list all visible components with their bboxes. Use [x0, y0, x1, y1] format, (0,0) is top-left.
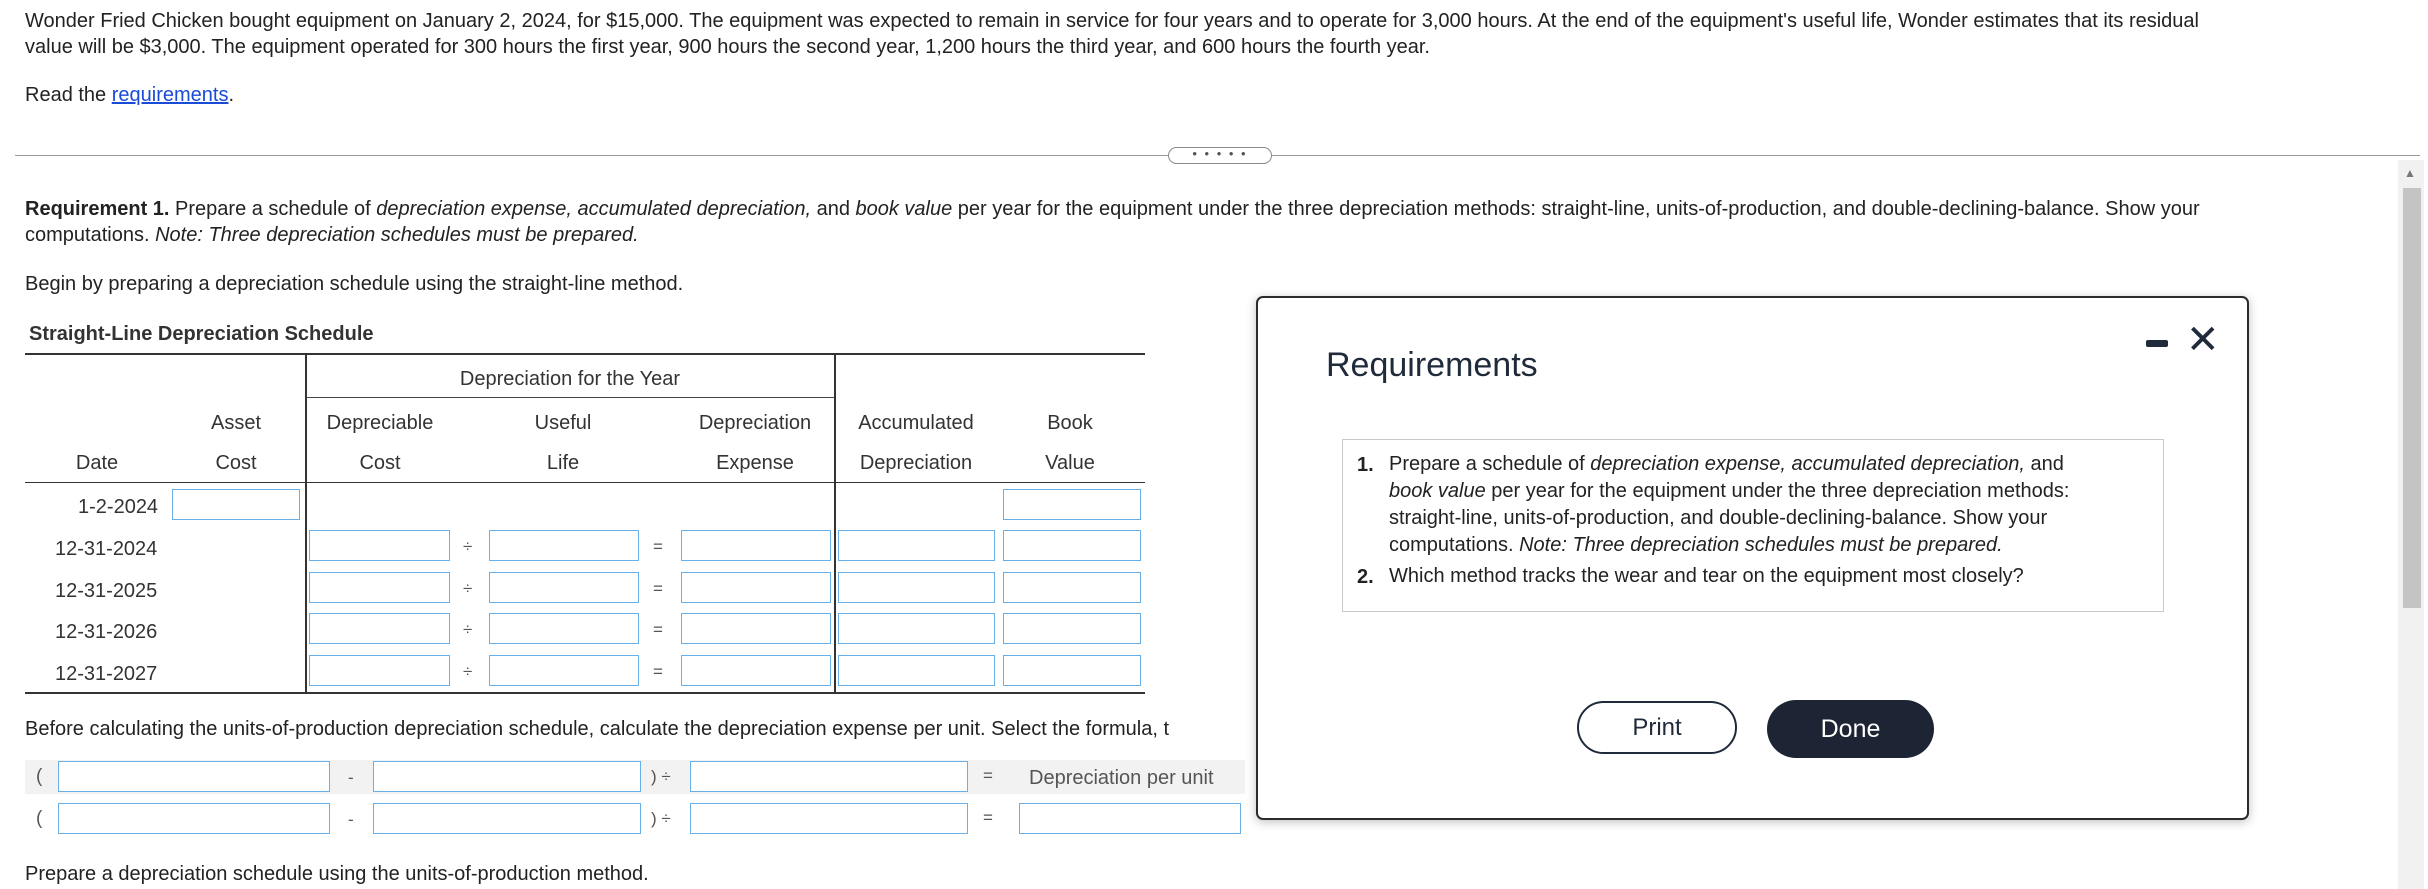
equals-sign: =: [653, 662, 663, 681]
dep-expense-input[interactable]: [681, 530, 831, 561]
group-header: Depreciation for the Year: [459, 368, 681, 390]
header-asset-1: Asset: [210, 412, 262, 434]
formula-value-3[interactable]: [690, 803, 968, 834]
req-item-1-em1: depreciation expense, accumulated depreciation,: [1590, 453, 2025, 475]
req-item-1-text-d: computations.: [1389, 534, 1520, 556]
dep-expense-input[interactable]: [681, 572, 831, 603]
useful-life-input[interactable]: [489, 530, 639, 561]
read-requirements: [25, 82, 234, 108]
header-book-2: Value: [1045, 452, 1095, 474]
depreciable-cost-input[interactable]: [309, 613, 450, 644]
req-item-1-number: 1.: [1357, 454, 1374, 476]
header-accum-2: Depreciation: [859, 452, 973, 474]
requirements-dialog: [1256, 296, 2249, 820]
close-icon[interactable]: ✕: [2186, 318, 2220, 362]
dep-per-unit-label: Depreciation per unit: [1029, 767, 1214, 789]
requirements-list: [1342, 439, 2164, 612]
divide-sign: ÷: [463, 620, 473, 639]
depreciable-cost-input[interactable]: [309, 655, 450, 686]
book-value-input[interactable]: [1003, 530, 1141, 561]
table-vline-2: [834, 354, 836, 694]
dep-expense-input[interactable]: [681, 613, 831, 644]
accum-dep-input[interactable]: [838, 530, 995, 561]
accum-dep-input[interactable]: [838, 572, 995, 603]
begin-instruction: Begin by preparing a depreciation schedule using the straight-line method.: [25, 273, 684, 295]
row-date: 1-2-2024: [78, 496, 159, 518]
table-bottom-border: [25, 692, 1145, 694]
formula-select-1[interactable]: [58, 761, 330, 792]
header-asset-2: Cost: [215, 452, 257, 474]
schedule-title: Straight-Line Depreciation Schedule: [29, 323, 374, 345]
prepare-units-text: Prepare a depreciation schedule using the units-of-production method.: [25, 863, 649, 885]
depreciable-cost-input[interactable]: [309, 530, 450, 561]
read-prefix: Read the: [25, 84, 112, 106]
book-value-input[interactable]: [1003, 613, 1141, 644]
divide-sign: ÷: [463, 537, 473, 556]
header-bottom-border: [25, 482, 1145, 483]
req-item-1-line-4: [1389, 532, 2003, 559]
formula-value-1[interactable]: [58, 803, 330, 834]
req-item-1-em3: Note: Three depreciation schedules must be prepared.: [1519, 534, 2003, 556]
print-button[interactable]: Print: [1577, 701, 1737, 754]
group-header-underline: [306, 397, 834, 398]
table-top-border: [25, 353, 1145, 355]
open-paren: (: [36, 808, 43, 829]
minus-sign: -: [348, 768, 354, 787]
formula-select-3[interactable]: [690, 761, 968, 792]
req1-text-a: Prepare a schedule of: [169, 198, 377, 220]
req-item-2-text: Which method tracks the wear and tear on the equipment most closely?: [1389, 565, 2024, 587]
row-date: 12-31-2026: [55, 621, 158, 643]
useful-life-input[interactable]: [489, 572, 639, 603]
req-item-1-line-3: straight-line, units-of-production, and double-declining-balance. Show your: [1389, 507, 2048, 529]
equals-sign: =: [653, 537, 663, 556]
book-value-input[interactable]: [1003, 572, 1141, 603]
req-item-1-em2: book value: [1389, 480, 1486, 502]
divide-sign: ÷: [463, 579, 473, 598]
row-date: 12-31-2024: [55, 538, 158, 560]
header-useful-1: Useful: [534, 412, 592, 434]
table-vline-1: [305, 354, 307, 694]
requirement-1-line-1: [25, 196, 2200, 222]
req-item-1-text-c: per year for the equipment under the three depreciation methods:: [1485, 480, 2070, 502]
close-divide: ) ÷: [651, 809, 671, 828]
dep-per-unit-input[interactable]: [1019, 803, 1241, 834]
row-date: 12-31-2027: [55, 663, 158, 685]
header-depreciable-2: Cost: [359, 452, 401, 474]
equals-sign: =: [983, 808, 993, 827]
problem-line-1: Wonder Fried Chicken bought equipment on January 2, 2024, for $15,000. The equipment was expected to remain in service for four years and to operate for 3,000 hours. At the end of the equipment's useful life, Wonder estimates that its residual: [25, 10, 2199, 32]
header-date: Date: [75, 452, 119, 474]
read-suffix: .: [228, 84, 235, 106]
header-dep-expense-2: Expense: [716, 452, 794, 474]
scroll-up-icon[interactable]: ▲: [2404, 166, 2416, 180]
req1-text-b: and: [811, 198, 856, 220]
header-accum-1: Accumulated: [858, 412, 974, 434]
book-value-input-start[interactable]: [1003, 489, 1141, 520]
dialog-title: Requirements: [1326, 346, 1538, 384]
done-button[interactable]: Done: [1767, 700, 1934, 758]
req1-line2-em: Note: Three depreciation schedules must be prepared.: [155, 224, 639, 246]
useful-life-input[interactable]: [489, 655, 639, 686]
equals-sign: =: [653, 579, 663, 598]
requirement-1-line-2: [25, 222, 639, 248]
equals-sign: =: [653, 620, 663, 639]
close-divide: ) ÷: [651, 767, 671, 786]
dep-expense-input[interactable]: [681, 655, 831, 686]
minimize-icon[interactable]: [2146, 340, 2168, 347]
asset-cost-input[interactable]: [172, 489, 300, 520]
header-useful-2: Life: [546, 452, 580, 474]
req1-line2-a: computations.: [25, 224, 156, 246]
minus-sign: -: [348, 810, 354, 829]
formula-select-2[interactable]: [373, 761, 641, 792]
requirement-1-label: Requirement 1.: [25, 198, 170, 220]
req1-em1: depreciation expense, accumulated depreciation,: [376, 198, 812, 220]
req-item-1-text-a: Prepare a schedule of: [1389, 453, 1591, 475]
problem-line-2: value will be $3,000. The equipment operated for 300 hours the first year, 900 hours the second year, 1,200 hours the third year, and 600 hours the fourth year.: [25, 36, 1430, 58]
req-item-2-number: 2.: [1357, 566, 1374, 588]
useful-life-input[interactable]: [489, 613, 639, 644]
units-intro: Before calculating the units-of-production depreciation schedule, calculate the depreciation expense per unit. Select the formula, t: [25, 718, 1170, 740]
equals-sign: =: [983, 766, 993, 785]
req1-text-c: per year for the equipment under the three depreciation methods: straight-line, units-of-production, and double-declining-balance. Show your: [952, 198, 2200, 220]
header-dep-expense-1: Depreciation: [698, 412, 812, 434]
req-item-1-text-b: and: [2024, 453, 2064, 475]
row-date: 12-31-2025: [55, 580, 158, 602]
formula-value-2[interactable]: [373, 803, 641, 834]
accum-dep-input[interactable]: [838, 655, 995, 686]
accum-dep-input[interactable]: [838, 613, 995, 644]
book-value-input[interactable]: [1003, 655, 1141, 686]
expand-handle[interactable]: • • • • •: [1168, 147, 1272, 164]
scrollbar-thumb[interactable]: [2403, 188, 2421, 608]
header-depreciable-1: Depreciable: [326, 412, 434, 434]
req-item-1-line-1: [1389, 451, 2064, 478]
req-item-1-line-2: [1389, 478, 2069, 505]
depreciable-cost-input[interactable]: [309, 572, 450, 603]
requirements-link[interactable]: requirements: [111, 84, 229, 106]
header-book-1: Book: [1047, 412, 1093, 434]
divide-sign: ÷: [463, 662, 473, 681]
req1-em2: book value: [855, 198, 953, 220]
open-paren: (: [36, 766, 43, 787]
